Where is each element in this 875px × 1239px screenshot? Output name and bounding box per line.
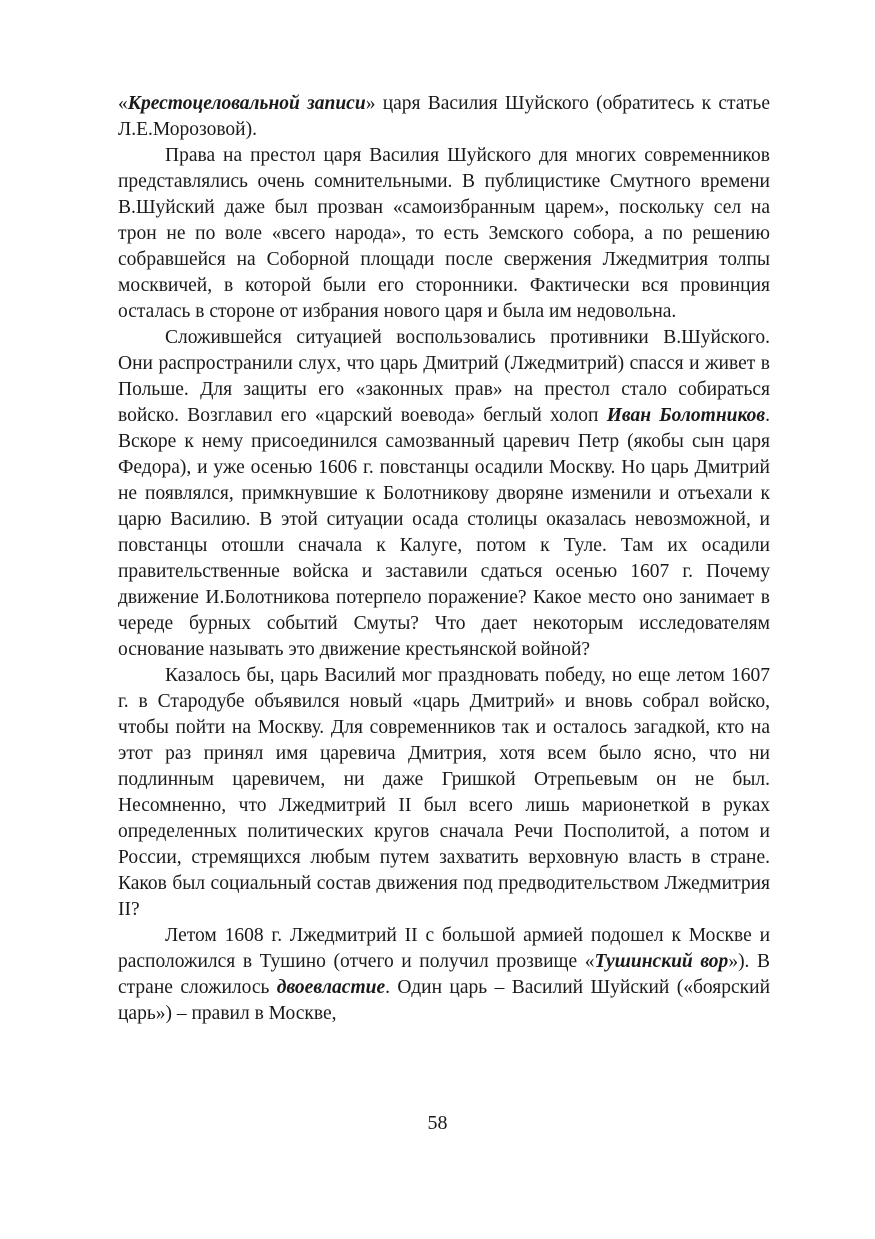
text-segment: » царя Василия Шуйского (обратитесь к статье Л.Е.Морозовой). — [118, 93, 770, 140]
text-segment: . Один царь – Василий Шуйский («боярский царь») – правил в Москве, — [118, 977, 771, 1024]
emphasis-text: Иван Болотников — [606, 405, 766, 426]
paragraph — [118, 143, 770, 325]
text-segment: Сложившейся ситуацией воспользовались противники В.Шуйского. Они распространили слух, что царь Дмитрий (Лжедмитрий) спасся и живет в Польше. Для защиты его «законных прав» на престол стало собираться войско. Возглавил его «царский воевода» беглый холоп — [118, 327, 770, 426]
paragraph — [118, 663, 770, 923]
text-segment: »). В стране сложилось — [118, 951, 771, 998]
text-segment: Казалось бы, царь Василий мог праздновать победу, но еще летом 1607 г. в Стародубе объявился новый «царь Дмитрий» и вновь собрал войско, чтобы пойти на Москву. Для современников так и осталось загадкой, кто на этот раз принял имя царевича Дмитрия, хотя всем было ясно, что ни подлинным царевичем, ни даже Гришкой Отрепьевым он не был. Несомненно, что Лжедмитрий II был всего лишь марионеткой в руках определенных политических кругов сначала Речи Посполитой, а потом и России, стремящихся любым путем захватить верховную власть в стране. Каков был социальный состав движения под предводительством Лжедмитрия II? — [118, 665, 770, 920]
text-segment: Права на престол царя Василия Шуйского для многих современников представлялись очень сомнительными. В публицистике Смутного времени В.Шуйский даже был прозван «самоизбранным царем», поскольку сел на трон не по воле «всего народа», то есть Земского собора, а по решению собравшейся на Соборной площади после свержения Лжедмитрия толпы москвичей, в которой были его сторонники. Фактически вся провинция осталась в стороне от избрания нового царя и была им недовольна. — [118, 145, 770, 322]
emphasis-text: Тушинский вор — [594, 951, 729, 972]
emphasis-text: двоевластие — [276, 977, 386, 998]
paragraph — [118, 923, 770, 1027]
text-segment: Летом 1608 г. Лжедмитрий II с большой армией подошел к Москве и расположился в Тушино (отчего и получил прозвище « — [118, 925, 770, 972]
paragraph — [118, 325, 770, 663]
page-number: 58 — [427, 1112, 448, 1134]
text-segment: « — [118, 93, 128, 114]
page-text — [118, 91, 770, 1027]
emphasis-text: Крестоцеловальной записи — [127, 93, 366, 114]
text-segment: . Вскоре к нему присоединился самозванный царевич Петр (якобы сын царя Федора), и уже осенью 1606 г. повстанцы осадили Москву. Но царь Дмитрий не появлялся, примкнувшие к Болотникову дворяне изменили и отъехали к царю Василию. В этой ситуации осада столицы оказалась невозможной, и повстанцы отошли сначала к Калуге, потом к Туле. Там их осадили правительственные войска и заставили сдаться осенью 1607 г. Почему движение И.Болотникова потерпело поражение? Какое место оно занимает в череде бурных событий Смуты? Что дает некоторым исследователям основание называть это движение крестьянской войной? — [118, 405, 770, 660]
paragraph — [118, 91, 770, 143]
